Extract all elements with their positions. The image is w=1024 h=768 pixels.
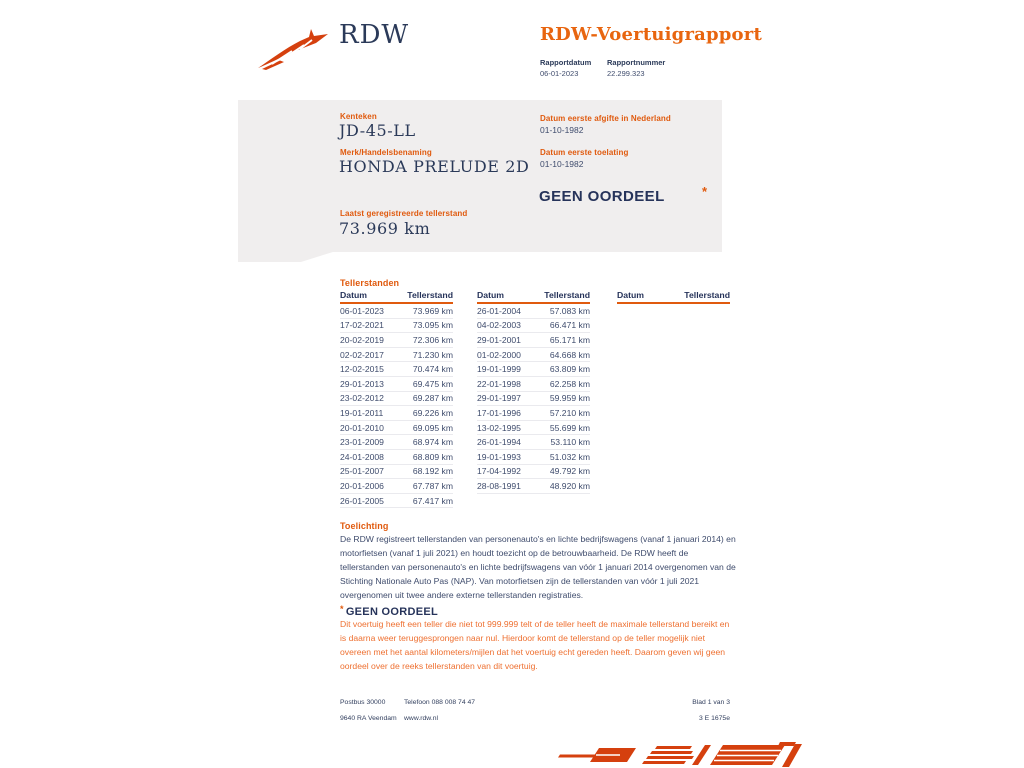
rdw-falcon-logo-icon [256, 26, 332, 75]
table-header-row [477, 291, 590, 304]
table-row [477, 377, 590, 392]
cell-datum: 17-02-2021 [340, 320, 384, 331]
eerste-toelating-value: 01-10-1982 [540, 159, 584, 169]
cell-datum: 20-02-2019 [340, 334, 384, 345]
cell-tellerstand: 55.699 km [549, 422, 590, 433]
oordeel-footnote-marker: * [702, 184, 708, 199]
report-date-value: 06-01-2023 [540, 69, 579, 78]
table-row [340, 319, 453, 334]
footer-address-line2: 9640 RA Veendam [340, 715, 397, 722]
vehicle-summary-box [238, 100, 722, 262]
table-row [477, 304, 590, 319]
footer-form-code: 3 E 1675e [699, 715, 730, 722]
cell-datum: 02-02-2017 [340, 349, 384, 360]
table-row [477, 465, 590, 480]
odometer-table-group [477, 291, 590, 494]
merk-label: Merk/Handelsbenaming [340, 148, 432, 157]
decorative-stripes [540, 741, 802, 768]
cell-datum: 20-01-2006 [340, 480, 384, 491]
cell-datum: 23-01-2009 [340, 437, 384, 448]
cell-datum: 22-01-1998 [477, 378, 521, 389]
cell-datum: 29-01-2013 [340, 378, 384, 389]
cell-tellerstand: 48.920 km [549, 480, 590, 491]
column-header-tellerstand: Tellerstand [544, 290, 590, 300]
table-row [477, 421, 590, 436]
toelichting-body: De RDW registreert tellerstanden van personenauto's en lichte bedrijfswagens (vanaf 1 januari 2014) en motorfietsen (vanaf 1 juli 2021) en houdt toezicht op de betrouwbaarheid. De RDW heeft de tellerstanden van personenauto's en lichte bedrijfswagens van vóór 1 januari 2014 overgenomen van de Stichting Nationale Auto Pas (NAP). Van motorfietsen zijn de tellerstanden van vóór 1 juli 2021 overgenomen uit twee andere externe tellerstanden registraties. [340, 534, 736, 600]
kenteken-label: Kenteken [340, 112, 377, 121]
cell-datum: 28-08-1991 [477, 480, 521, 491]
report-number-value: 22.299.323 [607, 69, 645, 78]
cell-datum: 19-01-1993 [477, 451, 521, 462]
cell-tellerstand: 69.226 km [412, 407, 453, 418]
column-header-datum: Datum [340, 290, 368, 300]
odometer-table-group [340, 291, 453, 508]
cell-tellerstand: 68.809 km [412, 451, 453, 462]
laatste-tellerstand-value: 73.969 km [339, 219, 431, 238]
kenteken-value: JD-45-LL [339, 121, 416, 140]
table-row [340, 333, 453, 348]
cell-tellerstand: 72.306 km [412, 334, 453, 345]
cell-tellerstand: 57.210 km [549, 407, 590, 418]
table-row [477, 450, 590, 465]
cell-tellerstand: 69.475 km [412, 378, 453, 389]
geen-oordeel-subheading [340, 604, 438, 618]
table-row [340, 406, 453, 421]
cell-datum: 17-04-1992 [477, 466, 521, 477]
table-header-row [617, 291, 730, 304]
cell-tellerstand: 73.969 km [412, 305, 453, 316]
table-row [477, 406, 590, 421]
cell-tellerstand: 69.287 km [412, 393, 453, 404]
column-header-datum: Datum [477, 290, 505, 300]
cell-datum: 25-01-2007 [340, 466, 384, 477]
cell-tellerstand: 67.787 km [412, 480, 453, 491]
table-row [477, 319, 590, 334]
footer-phone: Telefoon 088 008 74 47 [404, 699, 476, 706]
cell-tellerstand: 51.032 km [549, 451, 590, 462]
laatste-tellerstand-label: Laatst geregistreerde tellerstand [340, 209, 468, 218]
report-number-label: Rapportnummer [607, 58, 666, 67]
table-row [477, 333, 590, 348]
cell-datum: 04-02-2003 [477, 320, 521, 331]
cell-datum: 06-01-2023 [340, 305, 384, 316]
cell-datum: 29-01-2001 [477, 334, 521, 345]
table-row [477, 362, 590, 377]
cell-datum: 13-02-1995 [477, 422, 521, 433]
table-row [340, 362, 453, 377]
cell-datum: 01-02-2000 [477, 349, 521, 360]
footer-website: www.rdw.nl [404, 715, 438, 722]
eerste-afgifte-value: 01-10-1982 [540, 125, 584, 135]
table-row [340, 377, 453, 392]
cell-tellerstand: 68.974 km [412, 437, 453, 448]
cell-tellerstand: 70.474 km [412, 364, 453, 375]
cell-tellerstand: 49.792 km [549, 466, 590, 477]
cell-tellerstand: 69.095 km [412, 422, 453, 433]
table-row [340, 494, 453, 509]
cell-tellerstand: 62.258 km [549, 378, 590, 389]
cell-datum: 20-01-2010 [340, 422, 384, 433]
geen-oordeel-body: Dit voertuig heeft een teller die niet tot 999.999 telt of de teller heeft de maximale tellerstand bereikt en is daarna weer teruggesprongen naar nul. Hierdoor komt de tellerstand op de teller mogelijk niet overeen met het aantal kilometers/mijlen dat het voertuig echt gereden heeft. Daarom geven wij geen oordeel over de reeks tellerstanden van dit voertuig. [340, 619, 730, 671]
cell-datum: 26-01-2005 [340, 495, 384, 506]
table-row [340, 392, 453, 407]
cell-tellerstand: 71.230 km [412, 349, 453, 360]
table-row [477, 392, 590, 407]
table-row [340, 304, 453, 319]
cell-tellerstand: 66.471 km [549, 320, 590, 331]
footnote-marker: * [340, 604, 344, 614]
merk-value: HONDA PRELUDE 2D [339, 157, 530, 176]
cell-tellerstand: 59.959 km [549, 393, 590, 404]
cell-tellerstand: 67.417 km [412, 495, 453, 506]
table-header-row [340, 291, 453, 304]
column-header-tellerstand: Tellerstand [684, 290, 730, 300]
cell-datum: 29-01-1997 [477, 393, 521, 404]
cell-tellerstand: 73.095 km [412, 320, 453, 331]
cell-datum: 19-01-2011 [340, 407, 384, 418]
brand-wordmark: RDW [339, 20, 410, 50]
page-title: RDW-Voertuigrapport [540, 24, 762, 45]
table-row [477, 435, 590, 450]
table-row [340, 348, 453, 363]
cell-datum: 12-02-2015 [340, 364, 384, 375]
column-header-datum: Datum [617, 290, 645, 300]
table-row [477, 479, 590, 494]
odometer-table-group [617, 291, 730, 304]
cell-tellerstand: 53.110 km [550, 437, 590, 448]
cell-tellerstand: 64.668 km [549, 349, 590, 360]
geen-oordeel-subheading-label: GEEN OORDEEL [345, 606, 439, 618]
table-row [477, 348, 590, 363]
cell-datum: 26-01-2004 [477, 305, 521, 316]
toelichting-section-title: Toelichting [340, 521, 389, 531]
cell-datum: 23-02-2012 [340, 393, 384, 404]
footer-page-indicator: Blad 1 van 3 [692, 699, 730, 706]
cell-datum: 24-01-2008 [340, 451, 384, 462]
report-date-label: Rapportdatum [540, 58, 592, 67]
cell-tellerstand: 63.809 km [549, 364, 590, 375]
table-row [340, 450, 453, 465]
cell-tellerstand: 68.192 km [412, 466, 453, 477]
tellerstanden-section-title: Tellerstanden [340, 278, 400, 288]
cell-tellerstand: 57.083 km [549, 305, 590, 316]
column-header-tellerstand: Tellerstand [407, 290, 453, 300]
eerste-toelating-label: Datum eerste toelating [540, 148, 629, 157]
table-row [340, 435, 453, 450]
eerste-afgifte-label: Datum eerste afgifte in Nederland [540, 114, 671, 123]
table-row [340, 479, 453, 494]
table-row [340, 421, 453, 436]
footer-address-line1: Postbus 30000 [340, 699, 386, 706]
cell-tellerstand: 65.171 km [549, 334, 590, 345]
table-row [340, 465, 453, 480]
oordeel-status: GEEN OORDEEL [539, 188, 665, 205]
cell-datum: 19-01-1999 [477, 364, 521, 375]
cell-datum: 26-01-1994 [477, 437, 521, 448]
cell-datum: 17-01-1996 [477, 407, 521, 418]
